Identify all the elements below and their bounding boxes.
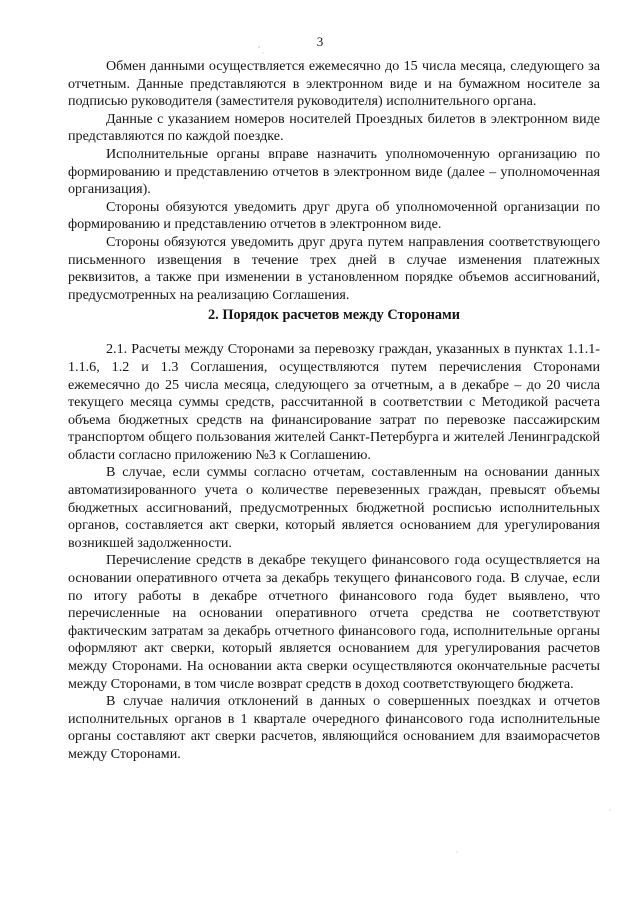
paragraph-first-quarter-deviations: В случае наличия отклонений в данных о совершенных поездках и отчетов исполнительных органов в 1 квартале очередного финансового года исполнительные органы составляют акт сверки расчетов, являющийся основанием для взаиморасчетов между Сторонами. <box>68 693 600 762</box>
section-heading: 2. Порядок расчетов между Сторонами <box>208 307 460 324</box>
paragraph-authorized-organization: Исполнительные органы вправе назначить уполномоченную организацию по формированию и представлению отчетов в электронном виде (далее – уполномоченная организация). <box>68 145 600 198</box>
paragraph-notify-organization: Стороны обязуются уведомить друг друга об уполномоченной организации по формированию и представлению отчетов в электронном виде. <box>68 198 600 233</box>
paragraph-clause-2-1: 2.1. Расчеты между Сторонами за перевозку граждан, указанных в пунктах 1.1.1-1.1.6, 1.2 и 1.3 Соглашения, осуществляются путем перечисления Сторонами ежемесячно до 25 числа месяца, следующего за отчетным, а в декабре – до 20 числа текущего месяца суммы средств, рассчитанной в соответствии с Методикой расчета объема бюджетных средств на финансирование затрат по перевозке пассажирским транспортом общего пользования жителей Санкт-Петербурга и жителей Ленинградской области согласно приложению №3 к Соглашению. <box>68 341 600 463</box>
paragraph-december-transfer: Перечисление средств в декабре текущего финансового года осуществляется на основании оперативного отчета за декабрь текущего финансового года. В случае, если по итогу работы в декабре отчетного финансового года будет выявлено, что перечисленные на основании оперативного отчета средства не соответствуют фактическим затратам за декабрь отчетного финансового года, исполнительные органы оформляют акт сверки, который является основанием для урегулирования расчетов между Сторонами. На основании акта сверки осуществляются окончательные расчеты между Сторонами, в том числе возврат средств в доход соответствующего бюджета. <box>68 552 600 692</box>
page-number: 3 <box>316 34 324 49</box>
paragraph-notify-changes: Стороны обязуются уведомить друг друга путем направления соответствующего письменного извещения в течение трех дней в случае изменения платежных реквизитов, а также при изменении в установленном порядке объемов ассигнований, предусмотренных на реализацию Соглашения. <box>68 233 600 303</box>
paragraph-ticket-numbers: Данные с указанием номеров носителей Проездных билетов в электронном виде представляются по каждой поездке. <box>68 110 600 145</box>
paragraph-data-exchange: Обмен данными осуществляется ежемесячно до 15 числа месяца, следующего за отчетным. Данные представляются в электронном виде и на бумажном носителе за подписью руководителя (заместителя руководителя) исполнительного органа. <box>68 58 600 110</box>
paragraph-exceeding-allocations: В случае, если суммы согласно отчетам, составленным на основании данных автоматизированного учета о количестве перевезенных граждан, превысят объемы бюджетных ассигнований, предусмотренных бюджетной росписью исполнительных органов, составляется акт сверки, который является основанием для урегулирования возникшей задолженности. <box>68 464 600 551</box>
document-body <box>68 58 600 764</box>
